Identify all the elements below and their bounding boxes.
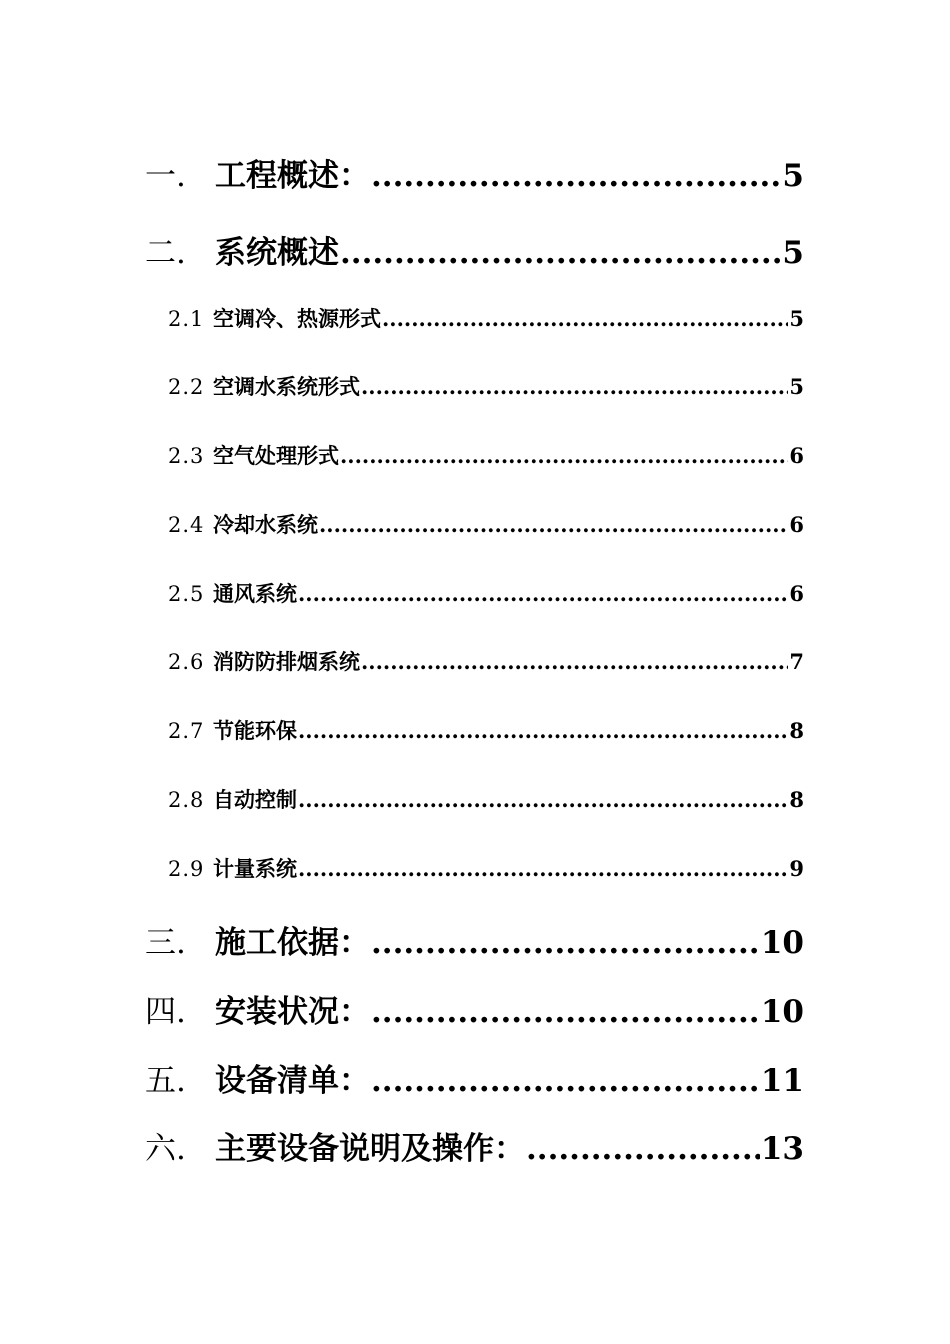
toc-entry-page: 13 [760, 1131, 804, 1167]
toc-entry-2-1[interactable] [168, 303, 804, 333]
toc-entry-2[interactable] [145, 227, 804, 271]
toc-entry-title: 消防防排烟系统 [213, 649, 360, 674]
toc-entry-2-5[interactable] [168, 578, 804, 608]
toc-entry-2-6[interactable] [168, 646, 804, 676]
toc-entry-2-3[interactable] [168, 440, 804, 470]
toc-entry-title: 设备清单： [215, 1063, 370, 1099]
toc-entry-page: 5 [789, 306, 804, 331]
toc-entry-title: 自动控制 [213, 787, 297, 812]
toc-entry-title: 空气处理形式 [213, 443, 339, 468]
toc-entry-page: 6 [789, 512, 804, 537]
toc-entry-title: 冷却水系统 [213, 512, 318, 537]
toc-entry-number: 2.6 [168, 650, 205, 674]
toc-dot-leader [340, 443, 788, 468]
toc-dot-leader [298, 856, 788, 881]
toc-entry-2-4[interactable] [168, 509, 804, 539]
toc-entry-title: 计量系统 [213, 856, 297, 881]
toc-entry-number: 2.9 [168, 857, 205, 881]
toc-dot-leader [298, 581, 788, 606]
toc-entry-title: 通风系统 [213, 581, 297, 606]
toc-entry-number: 2.5 [168, 582, 205, 606]
toc-dot-leader [298, 787, 788, 812]
toc-entry-page: 10 [760, 994, 804, 1030]
toc-entry-4[interactable] [145, 986, 804, 1030]
toc-entry-page: 11 [760, 1063, 804, 1099]
toc-entry-number: 三. [145, 925, 186, 961]
toc-dot-leader [298, 718, 788, 743]
toc-entry-2-2[interactable] [168, 371, 804, 401]
toc-entry-2-7[interactable] [168, 715, 804, 745]
toc-entry-title: 空调冷、热源形式 [213, 306, 381, 331]
toc-entry-2-8[interactable] [168, 784, 804, 814]
toc-entry-number: 2.4 [168, 513, 205, 537]
toc-dot-leader [340, 235, 781, 271]
toc-entry-number: 六. [145, 1131, 186, 1167]
toc-dot-leader [371, 925, 760, 961]
toc-entry-title: 安装状况： [215, 994, 370, 1030]
toc-entry-number: 2.8 [168, 788, 205, 812]
toc-dot-leader [319, 512, 788, 537]
toc-dot-leader [361, 374, 788, 399]
toc-entry-page: 7 [789, 649, 804, 674]
toc-entry-title: 系统概述 [215, 235, 339, 271]
toc-entry-page: 5 [789, 374, 804, 399]
toc-dot-leader [371, 158, 781, 194]
toc-entry-page: 6 [789, 581, 804, 606]
toc-entry-page: 10 [760, 925, 804, 961]
toc-entry-number: 二. [145, 235, 186, 271]
toc-entry-number: 2.2 [168, 375, 205, 399]
toc-entry-number: 2.1 [168, 307, 205, 331]
toc-entry-title: 主要设备说明及操作： [215, 1131, 525, 1167]
toc-dot-leader [526, 1131, 760, 1167]
toc-dot-leader [382, 306, 788, 331]
toc-entry-title: 工程概述： [215, 158, 370, 194]
toc-entry-2-9[interactable] [168, 853, 804, 883]
toc-entry-number: 四. [145, 994, 186, 1030]
toc-entry-page: 5 [782, 235, 804, 271]
toc-entry-3[interactable] [145, 917, 804, 961]
toc-entry-number: 五. [145, 1063, 186, 1099]
toc-entry-5[interactable] [145, 1055, 804, 1099]
toc-entry-page: 5 [782, 158, 804, 194]
toc-entry-page: 6 [789, 443, 804, 468]
toc-entry-title: 空调水系统形式 [213, 374, 360, 399]
toc-entry-6[interactable] [145, 1123, 804, 1167]
toc-entry-number: 一. [145, 158, 186, 194]
toc-entry-page: 9 [789, 856, 804, 881]
toc-dot-leader [371, 1063, 760, 1099]
toc-entry-title: 施工依据： [215, 925, 370, 961]
toc-entry-title: 节能环保 [213, 718, 297, 743]
toc-entry-number: 2.7 [168, 719, 205, 743]
toc-dot-leader [371, 994, 760, 1030]
toc-entry-page: 8 [789, 787, 804, 812]
toc-dot-leader [361, 649, 788, 674]
toc-entry-page: 8 [789, 718, 804, 743]
toc-entry-number: 2.3 [168, 444, 205, 468]
toc-entry-1[interactable] [145, 150, 804, 194]
